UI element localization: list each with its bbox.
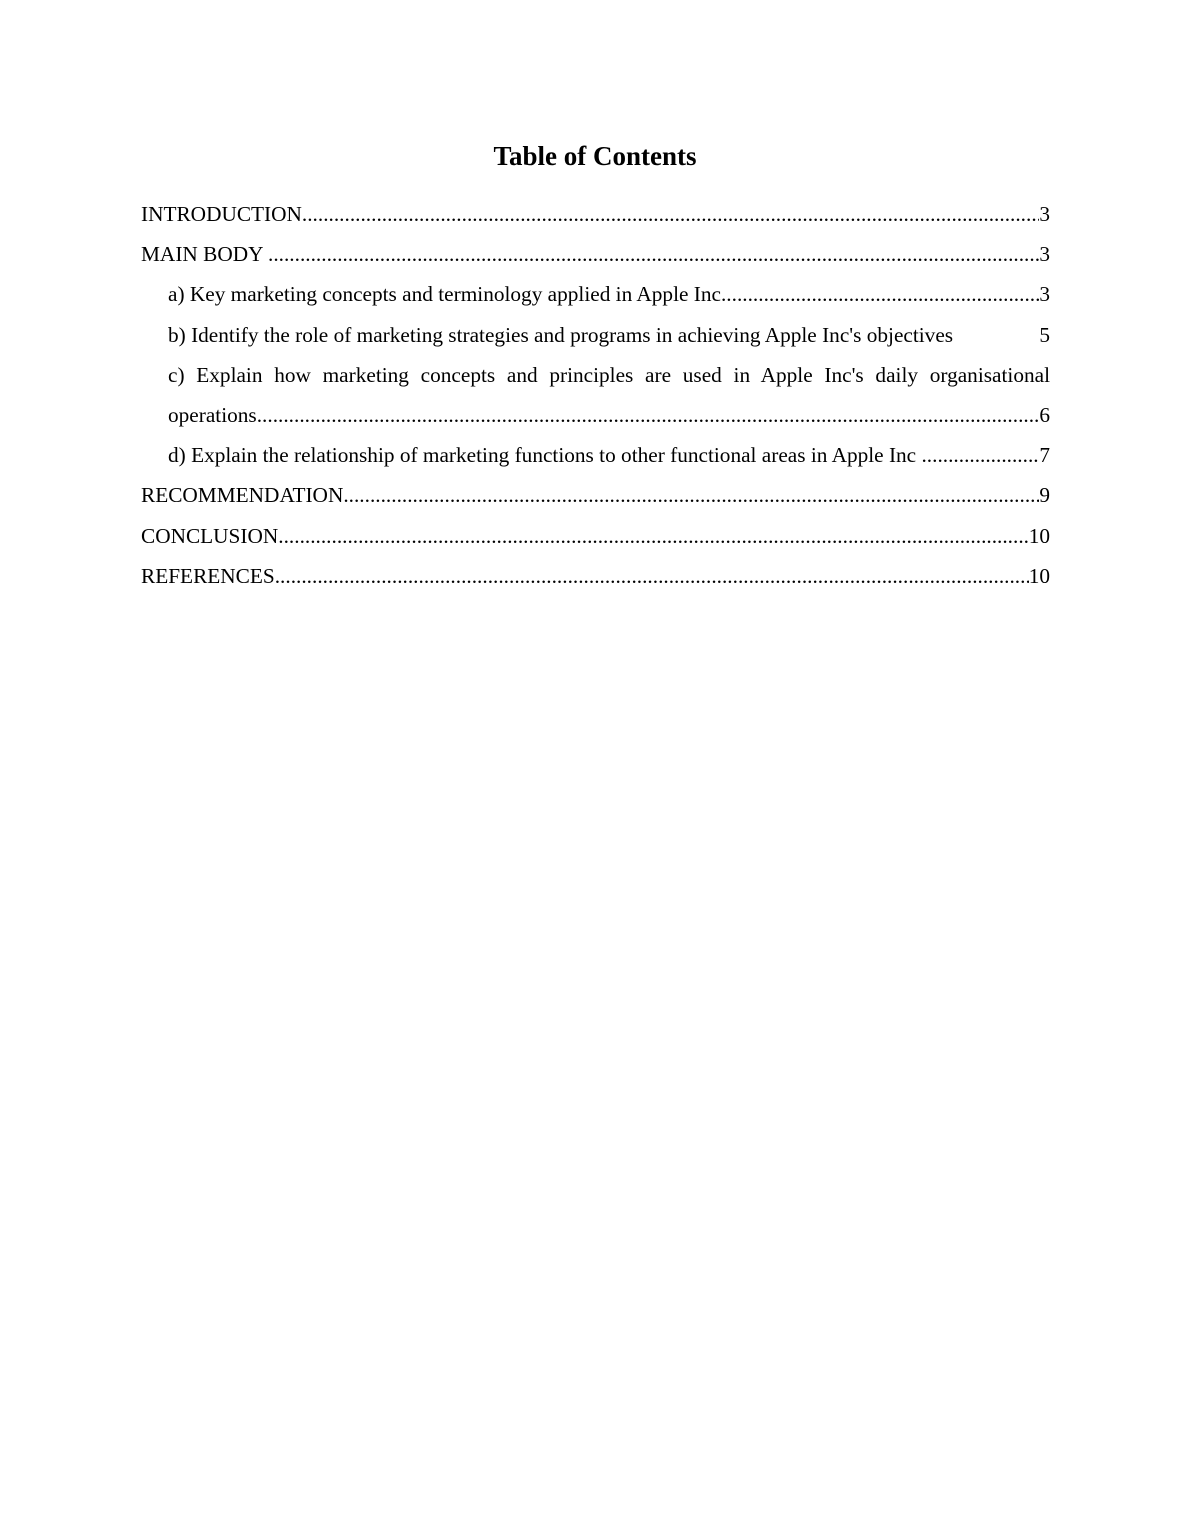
toc-page-number: 10 [1028, 563, 1050, 588]
toc-page-number: 3 [1039, 242, 1050, 267]
toc-entry-label: INTRODUCTION [141, 202, 302, 226]
table-of-contents [141, 194, 1050, 596]
dot-leader [921, 435, 1039, 475]
dot-leader [257, 395, 1040, 435]
toc-entry-section-c-continuation[interactable] [141, 395, 1050, 435]
toc-entry-label: REFERENCES [141, 563, 275, 588]
dot-leader [302, 194, 1039, 234]
toc-page-number: 10 [1028, 523, 1050, 548]
toc-entry-label: RECOMMENDATION [141, 483, 344, 508]
dot-leader [343, 475, 1039, 515]
toc-entry-label: b) Identify the role of marketing strategies and programs in achieving Apple Inc's objectives [168, 322, 954, 347]
toc-entry-label-continuation: operations [168, 402, 257, 427]
dot-leader [275, 556, 1029, 596]
toc-entry-main-body[interactable] [141, 234, 1050, 274]
toc-entry-recommendation[interactable] [141, 475, 1050, 515]
toc-entry-introduction[interactable] [141, 194, 1050, 234]
toc-entry-label: CONCLUSION [141, 523, 279, 548]
toc-entry-section-d[interactable] [141, 435, 1050, 475]
toc-entry-section-b[interactable] [141, 315, 1050, 355]
toc-entry-label: a) Key marketing concepts and terminology applied in Apple Inc. [168, 282, 727, 307]
toc-entry-label: c) Explain how marketing concepts and principles are used in Apple Inc's daily organisational [168, 362, 1050, 387]
toc-title: Table of Contents [493, 141, 697, 171]
toc-page-number: 3 [1039, 282, 1050, 307]
toc-page-number: 5 [1039, 322, 1050, 347]
toc-page-number: 9 [1039, 483, 1050, 508]
toc-entry-section-a[interactable] [141, 274, 1050, 314]
toc-entry-references[interactable] [141, 556, 1050, 596]
dot-leader [268, 234, 1039, 274]
toc-entry-label: MAIN BODY [141, 242, 268, 267]
dot-leader [726, 274, 1039, 314]
toc-page-number: 3 [1039, 202, 1050, 226]
toc-page-number: 6 [1039, 402, 1050, 427]
toc-entry-label: d) Explain the relationship of marketing functions to other functional areas in Apple Inc [168, 443, 922, 468]
toc-entry-section-c[interactable] [141, 355, 1050, 395]
toc-entry-conclusion[interactable] [141, 516, 1050, 556]
dot-leader [278, 516, 1028, 556]
toc-page-number: 7 [1039, 443, 1050, 468]
